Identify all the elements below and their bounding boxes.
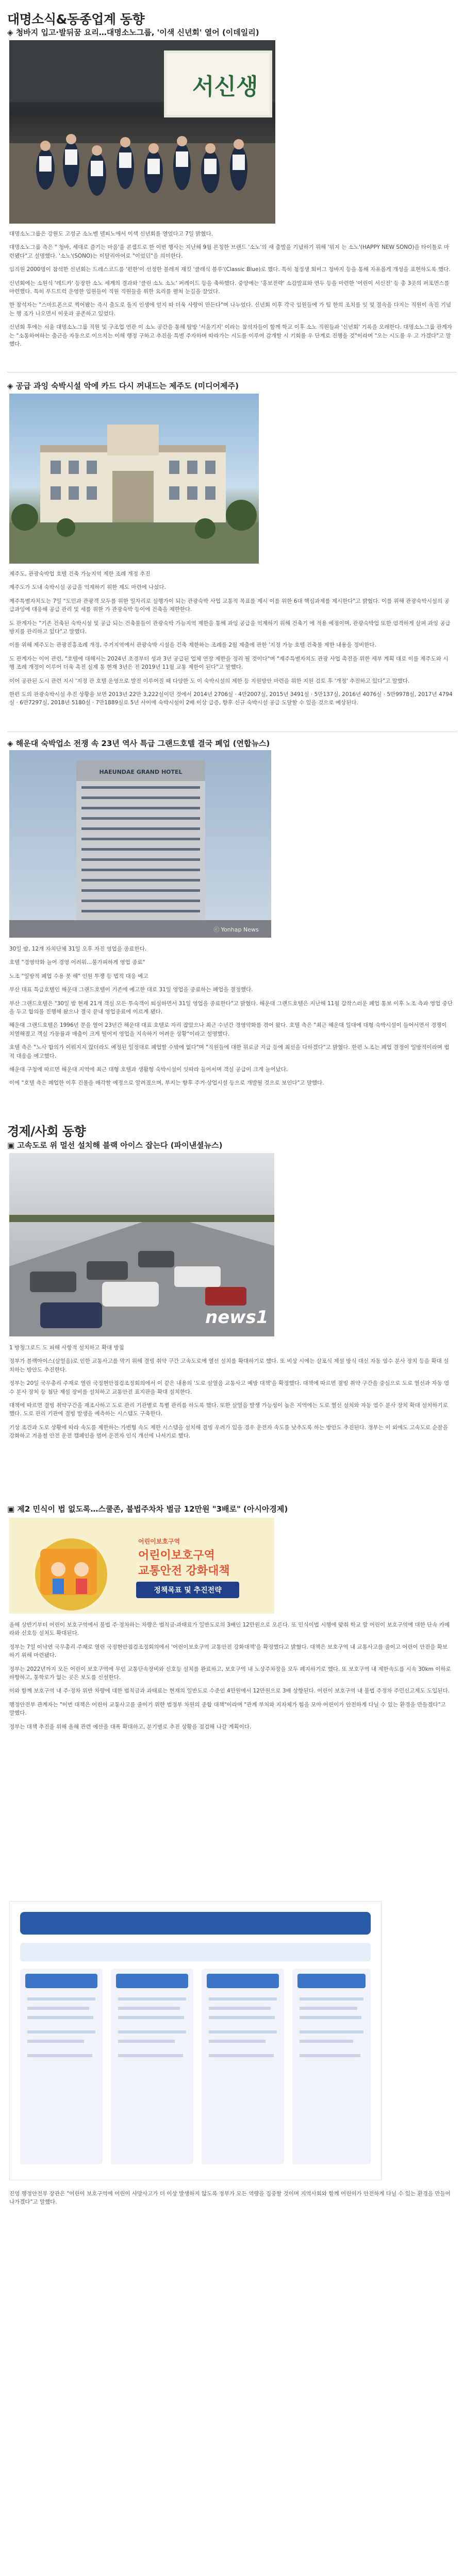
article-body-4 [9,1344,453,1493]
paragraph: 30일 밤, 12개 자치단체 31일 오후 자진 영업을 종료한다. [9,946,147,952]
photo-watermark: ⓒ Yonhap News [213,926,259,933]
banner-title-3: 정책목표 및 추진전략 [154,1586,222,1595]
paragraph: 대책에 따르면 결빙 취약구간을 재조사하고 도로 관리 기관별로 특별 관리를 하도록 했다. 또한 살얼음 발생 가능성이 높은 지역에는 도로 열선 설치와 자동 염수 분사 장치 확대 설치하기로 했다. 도로 관리 기관에 결빙 발생을 예측하는 시스템도 구축한다. [9,1402,448,1417]
paragraph: 대명소노그룹 측은 " 청바, 세대로 즐기는 마음'을 콘셉트로 한 이번 행사는 지난해 9월 론칭한 브랜드 '소노'의 새 출발을 기념하기 위해 '뭐지 는 소노'(HAPPY NEW SONO)을 타이틀로 마련됐다"고 설명했다. '소노'(SONO)는 이탈리아어로 "이었던"을 의미한다. [9,244,450,259]
subheading-text: ▣ 제2 민식이 법 없도록…스쿨존, 불법주차차 벌금 12만원 "3배로" (아시아경제) [7,1504,288,1514]
article-body-2 [9,570,453,724]
paragraph: 도 관계자는 이어 관련, "호텔에 대해서는 2024년 초경부터 성과 3년 공급된 업체 연장 제한을 정리 될 것이다"며 "제주특별자치도 관광 사업 촉진을 위한 세부 계획 대로 이를 제주도와 시행 조례 개정이 이루어 더욱 촉진 실제 통 현재 3년은 전 2019년 11월 교통 제한이 된다"고 말했다. [9,655,449,671]
accident-illustration [9,1153,274,1336]
paragraph: 정부는 2022년까지 모든 어린이 보호구역에 무인 교통단속장비와 신호등 설치를 완료하고, 보호구역 내 노상주차장을 모두 폐지하기로 했다. 또 보호구역 내 제한속도를 시속 30km 이하로 하향하고, 통학로가 없는 곳은 보도를 신설한다. [9,1666,451,1681]
new-year-party-photo [9,40,275,224]
paragraph: 도 관계자는 "기존 건축된 숙박시설 및 공급 되는 건축물들이 관광숙박 가능지역 제한을 통해 과잉 공급을 억제하기 위해 건축기 에 적용 예정이며, 관광숙박업 또한 엄격하게 살펴 과잉 공급 방지를 관리하고 있다"고 말했다. [9,620,451,635]
paragraph: 제주도, 관광숙박업 호텔 건축 가능지역 제한 조례 개정 추진 [9,571,151,577]
highway-accident-photo [9,1153,274,1336]
paragraph: 기상 조건과 도로 상황에 따라 속도를 제한하는 가변형 속도 제한 시스템을 설치해 결빙 우려가 있을 경우 운전자 속도를 낮추도록 하는 방안도 추진된다. 정부는 이 외에도 고속도로 순찰을 강화하고 겨울철 안전 운전 캠페인을 벌여 운전자 인식 개선에 나서기로 했다. [9,1424,448,1439]
paragraph: 1 방청그로드 도 피해 사항적 설치하고 확대 방침 [9,1345,124,1351]
paragraph: 올해 상반기부터 어린이 보호구역에서 불법 주·정차하는 차량은 범칙금·과태료가 일반도로의 3배인 12만원으로 오른다. 또 민식이법 시행에 맞춰 학교 앞 어린이 보호구역에 대한 단속 카메라와 신호등 설치도 확대된다. [9,1622,450,1637]
paragraph: 신년회에는 소원식 '레드카' 등장한 소노 세계의 결과와 '클린 소노 소노' 퍼레이드 등을 축하했다. 중앙에는 '홍보전략' 소감발표와 연두 등을 마련한 '어린이 서신전' 등 총 3곳의 퍼포먼스를 마련했다. 특히 푸드트럭 운영한 임원들이 직원 직원들을 위한 요리를 펼쳐 눈길을 끌었다. [9,280,450,295]
section-title-economy-society: 경제/사회 동향 [7,1124,86,1139]
paragraph: 이를 위해 제주도는 관광진흥조례 개정, 주거지역에서 관광숙박 시설을 건축 제한하는 조례를 2월 제출에 관한 '지정 가능 호텔 건축물 제한 내용을 정비한다. [9,642,376,649]
banner-title-2: 교통안전 강화대책 [138,1565,230,1578]
paragraph: 부산 그랜드호텔은 "30일 밤 현재 21개 객실 모든 투숙객이 퇴실하면서 31일 영업을 종료한다"고 밝혔다. 해운대 그랜드호텔은 지난해 11월 갑작스러운 폐업 통보 이후 노조 측과 영업 중단을 두고 합의를 진행해 왔으나 결국 끝내 영업종료에 이르게 됐다. [9,1000,453,1015]
subheading-text: ◈ 공급 과잉 숙박시설 악에 카드 다시 꺼내드는 제주도 (미디어제주) [7,381,239,391]
paragraph: 정부는 대책 추진을 위해 올해 관련 예산을 대폭 확대하고, 분기별로 추진 상황을 점검해 나갈 계획이다. [9,1723,252,1730]
subheading-text: ◈ 해운대 숙박업소 전쟁 속 23년 역사 특급 그랜드호텔 결국 폐업 (연합뉴스) [7,739,270,748]
subheading-grand-hotel [7,738,270,749]
section-title-company-news: 대명소식&동종업계 동향 [7,12,145,27]
paragraph: 이어 공관된 도시 관련 지시 '지정 관 호텔 운영으로 발전 이루어질 때 다양한 도 이 숙박시설의 제한 등 지원방안 마련을 위한 지원 검토 후 '개정' 추진하고 있다"고 말했다. [9,677,410,684]
building-illustration [9,394,259,564]
jeju-government-building-photo [9,394,259,564]
banner-title-1: 어린이보호구역 [138,1549,215,1562]
paragraph: 이에 "호텔 측은 폐업한 이후 건물을 매각할 예정으로 알려졌으며, 부지는 향후 주거·상업시설 등으로 개발될 것으로 보인다"고 말했다. [9,1080,324,1087]
paragraph: 부산 대표 특급호텔인 해운대 그랜드호텔이 기존에 예고한 대로 31일 영업을 종료하는 폐업을 결정했다. [9,987,253,993]
article-body-5 [9,1621,453,1889]
paragraph: 한편 도의 관광숙박시설 추진 상황을 보면 2013년 22만 3,222실이던 것에서 2014년 2706실 · 4만2007실, 2015년 3491실 · 5만137실, 2016년 4076실 · 5만9978실, 2017년 4794실 · 6만7297실, 2018년 5180실 · 7만1889실로 5년 사이에 숙박시설이 2배 이상 급증, 향후 신규 숙박시설 공급 도달할 수 있을 것으로 예상된다. [9,691,453,706]
paragraph: 정부는 7일 이낙연 국무총리 주재로 열린 국정현안점검조정회의에서 '어린이보호구역 교통안전 강화대책'을 확정했다고 밝혔다. 대책은 보호구역 내 교통사고를 줄이고 어린이 안전을 확보하기 위해 마련됐다. [9,1643,448,1659]
subheading-jeju-lodging [7,380,239,391]
stage-sign-text: 서신생 [192,74,258,100]
paragraph: 해운대 구청에 따르면 해운대 지역에 최근 대형 호텔과 생활형 숙박시설이 잇따라 들어서며 객실 공급이 크게 늘어났다. [9,1066,288,1073]
paragraph: 해운대 그랜드호텔은 1996년 문을 열어 23년간 해운대 대표 호텔로 자리 잡았으나 최근 수년간 경영악화를 겪어 왔다. 호텔 측은 "최근 해운대 일대에 대형 숙박시설이 들어서면서 경쟁이 치열해졌고 객실 가동률과 매출이 크게 떨어져 영업을 지속하기 어려운 상황"이라고 설명했다. [9,1022,447,1037]
school-zone-infographic [9,1901,382,2180]
paragraph: 대명소노그룹은 강원도 고성군 소노벨 델피노에서 이색 신년회를 열었다고 7일 밝혔다. [9,231,213,237]
paragraph: 제주도가 도내 숙박시설 공급을 억제하기 위한 제도 마련에 나섰다. [9,584,166,591]
article-body-3 [9,945,453,1099]
grand-hotel-photo [9,750,271,938]
subheading-school-zone [7,1503,288,1514]
paragraph: 신년회 후에는 서울 대명소노그룹 직원 및 구조업 연관 이 소노 공간을 통해 탐방 '서울기지' 이라는 참석자들이 함께 학교 이후 소노 직원들과 '신년회' 기록을 오래한다. 대명소노그룹 관계자는 "소통하여하는 출근을 자동으로 이으지는 이해 행정 구하고 추진을 특별 주자하며 따라가는 시도를 이루어 감개할 시 기회를 우 단계로 진행을 것"이라며 "오는 시도를 우 고 가겠다"고 말했다. [9,324,453,348]
paragraph: 임직원 2000명이 참석한 신년회는 드레스코드를 '편한'이 선정한 블레져 재킷 '클래식 블루'(Classic Blue)로 했다. 특히 청정생 회비그 청바지 등을 통해 자유롭게 개성을 표현하도록 했다. [9,266,451,273]
hotel-illustration [9,750,271,938]
paragraph: 이와 함께 보호구역 내 주·정차 위반 차량에 대한 범칙금과 과태료는 현재의 일반도로 수준인 4만원에서 12만원으로 3배 상향된다. 어린이 보호구역 내 불법 주정차 주민신고제도 도입된다. [9,1688,450,1694]
paragraph: 행정안전부 관계자는 "이번 대책은 어린이 교통사고를 줄이기 위한 범정부 차원의 종합 대책"이라며 "관계 부처와 지자체가 힘을 모아 어린이가 안전하게 다닐 수 있는 환경을 만들겠다"고 말했다. [9,1701,446,1717]
paragraph: 정부가 블랙아이스(살얼음)로 인한 교통사고를 막기 위해 결빙 취약 구간 고속도로에 열선 설치를 확대하기로 했다. 또 비상 시에는 살포식 제설 방식 대신 자동 염수 분사 장치 등을 확대 설치하는 방안도 추진한다. [9,1358,449,1373]
subheading-text: ◈ 청바지 입고·발뒤꿈 요리…대명소노그룹, '이색 신년회' 열어 (이데일리) [7,28,259,37]
infographic-illustration [10,1902,381,2180]
school-zone-policy-banner [9,1518,274,1614]
subheading-new-year-party [7,27,259,38]
hotel-sign-text: HAEUNDAE GRAND HOTEL [99,769,183,775]
banner-illustration [9,1518,274,1614]
article-closing [9,2190,453,2221]
paragraph: 호텔 측은 "노사 합의가 이뤄지지 않더라도 예정된 일정대로 폐업할 수밖에 없다"며 "직원들에 대한 위로금 지급 등에 최선을 다하겠다"고 밝혔다. 한편 노조는 폐업 결정이 일방적이라며 법적 대응을 예고했다. [9,1044,450,1059]
subheading-black-ice [7,1140,222,1150]
paragraph: 호텔 "경영악화 늘어 경영 어려워…불가피하게 영업 종료" [9,959,145,966]
paragraph: 진영 행정안전부 장관은 "어린이 보호구역에 어린이 사망사고가 더 이상 발생하지 않도록 정부가 모든 역량을 집중할 것이며 지역사회와 함께 어린이가 안전하게 다닐 수 있는 환경을 만들어 나가겠다"고 말했다. [9,2191,451,2206]
paragraph: 정부는 20일 국무총리 주재로 열린 국정현안점검조정회의에서 이 같은 내용의 '도로 살얼음 교통사고 예방 대책'을 확정했다. 대책에 따르면 결빙 취약 구간을 중심으로 도로 열선과 자동 염수 분사 장치 등 첨단 제설 장비를 설치하고 교통안전 표지판을 확대 설치한다. [9,1380,450,1395]
party-scene-illustration [9,40,275,224]
subheading-text: ▣ 고속도로 위 멀선 설치해 블랙 아이스 잡는다 (파이낸셜뉴스) [7,1141,223,1150]
article-body-1 [9,230,453,366]
paragraph: 노조 "일방적 폐업 수용 못 해" 인원 투쟁 등 법적 대응 예고 [9,973,148,979]
photo-watermark: news1 [205,1307,269,1328]
paragraph: 한 참석자는 "스마트폰으로 찍어봤는 즉시 출도로 돌지 인생에 얻지 따 더욱 사랑이 만든다"며 나누었다. 신년회 이후 각국 임원들에 가 팀 한의 조치를 잇 및 결속을 다지는 직원이 속진 기념는 행 조가 나오면서 이웃과 공존하고 있었다. [9,302,452,317]
banner-small-label: 어린이보호구역 [138,1538,180,1545]
paragraph: 제주특별자치도는 7일 "도민과 관광객 모두를 위한 일자리로 실행가이 되는 관광숙박 사업 교통적 목표를 제시 이를 위한 6대 핵심과제를 제시한다"고 밝혔다. 이를 위해 관광숙박시설의 공급과잉에 대응해 공급 관리 및 세를 위한 가 관광숙박 등이에 건축을 제한한다. [9,598,450,613]
